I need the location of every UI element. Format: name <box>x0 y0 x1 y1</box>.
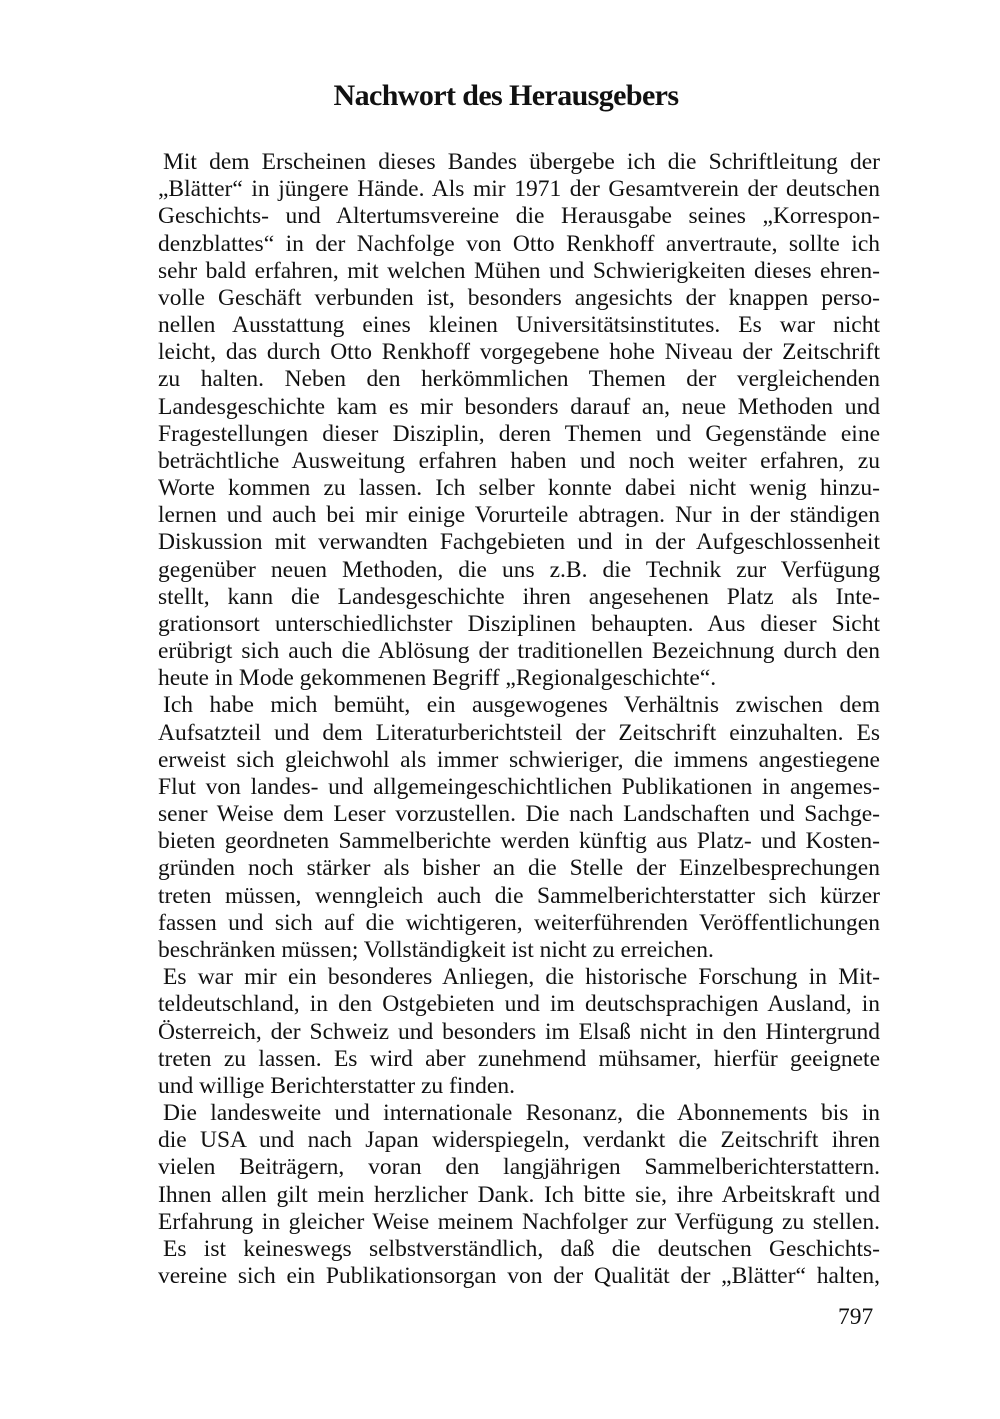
text-line: volle Geschäft verbunden ist, besonders angesichts der knappen perso- <box>158 284 880 311</box>
text-line: Flut von landes- und allgemeingeschichtlichen Publikationen in angemes- <box>158 773 880 800</box>
text-line: und willige Berichterstatter zu finden. <box>158 1072 515 1099</box>
text-line: Worte kommen zu lassen. Ich selber konnte dabei nicht wenig hinzu- <box>158 475 880 502</box>
text-line: treten zu lassen. Es wird aber zunehmend mühsamer, hierfür geeignete <box>158 1045 880 1072</box>
text-line: Ihnen allen gilt mein herzlicher Dank. Ich bitte sie, ihre Arbeitskraft und <box>158 1181 880 1208</box>
text-line: Geschichts- und Altertumsvereine die Herausgabe seines „Korrespon- <box>158 203 880 230</box>
text-line: sehr bald erfahren, mit welchen Mühen und Schwierigkeiten dieses ehren- <box>158 257 880 284</box>
text-line: gegenüber neuen Methoden, die uns z.B. die Technik zur Verfügung <box>158 556 880 583</box>
text-line: Mit dem Erscheinen dieses Bandes übergebe ich die Schriftleitung der <box>163 149 880 175</box>
text-line: nellen Ausstattung eines kleinen Universitätsinstitutes. Es war nicht <box>158 312 880 339</box>
page-title: Nachwort des Herausgebers <box>333 79 679 112</box>
page-number: 797 <box>838 1304 874 1330</box>
text-line: Diskussion mit verwandten Fachgebieten und in der Aufgeschlossenheit <box>158 529 880 556</box>
text-line: Aufsatzteil und dem Literaturberichtsteil der Zeitschrift einzuhalten. Es <box>158 719 880 746</box>
text-line: gründen noch stärker als bisher an die Stelle der Einzelbesprechungen <box>158 855 880 882</box>
text-line: bieten geordneten Sammelberichte werden künftig aus Platz- und Kosten- <box>158 828 880 855</box>
text-line: Es ist keineswegs selbstverständlich, daß die deutschen Geschichts- <box>163 1235 880 1262</box>
body-text <box>158 149 880 1290</box>
text-line: heute in Mode gekommenen Begriff „Regionalgeschichte“. <box>158 665 717 692</box>
text-line: leicht, das durch Otto Renkhoff vorgegebene hohe Niveau der Zeitschrift <box>158 339 880 366</box>
text-line: lernen und auch bei mir einige Vorurteile abtragen. Nur in der ständigen <box>158 502 880 529</box>
text-line: Landesgeschichte kam es mir besonders darauf an, neue Methoden und <box>158 393 880 420</box>
text-line: Ich habe mich bemüht, ein ausgewogenes Verhältnis zwischen dem <box>163 692 880 719</box>
text-line: beträchtliche Ausweitung erfahren haben und noch weiter erfahren, zu <box>158 447 880 474</box>
text-line: Es war mir ein besonderes Anliegen, die historische Forschung in Mit- <box>163 964 880 991</box>
text-line: zu halten. Neben den herkömmlichen Themen der vergleichenden <box>158 366 880 393</box>
text-line: erweist sich gleichwohl als immer schwieriger, die immens angestiegene <box>158 746 880 773</box>
text-line: Erfahrung in gleicher Weise meinem Nachfolger zur Verfügung zu stellen. <box>158 1208 880 1235</box>
text-line: denzblattes“ in der Nachfolge von Otto Renkhoff anvertraute, sollte ich <box>158 230 880 257</box>
text-line: die USA und nach Japan widerspiegeln, verdankt die Zeitschrift ihren <box>158 1127 880 1154</box>
text-line: vielen Beiträgern, voran den langjährigen Sammelberichterstattern. <box>158 1154 880 1181</box>
text-line: fassen und sich auf die wichtigeren, weiterführenden Veröffentlichungen <box>158 909 880 936</box>
text-line: beschränken müssen; Vollständigkeit ist nicht zu erreichen. <box>158 936 714 963</box>
text-line: sener Weise dem Leser vorzustellen. Die nach Landschaften und Sachge- <box>158 801 880 828</box>
text-line: „Blätter“ in jüngere Hände. Als mir 1971 der Gesamtverein der deutschen <box>158 176 880 203</box>
text-line: vereine sich ein Publikationsorgan von der Qualität der „Blätter“ halten, <box>158 1263 880 1290</box>
text-line: Österreich, der Schweiz und besonders im Elsaß nicht in den Hintergrund <box>158 1018 880 1045</box>
text-line: Fragestellungen dieser Disziplin, deren Themen und Gegenstände eine <box>158 420 880 447</box>
text-line: treten müssen, wenngleich auch die Sammelberichterstatter sich kürzer <box>158 882 880 909</box>
text-line: Die landesweite und internationale Resonanz, die Abonnements bis in <box>163 1100 880 1127</box>
text-line: stellt, kann die Landesgeschichte ihren angesehenen Platz als Inte- <box>158 583 880 610</box>
text-line: erübrigt sich auch die Ablösung der traditionellen Bezeichnung durch den <box>158 638 880 665</box>
text-line: teldeutschland, in den Ostgebieten und im deutschsprachigen Ausland, in <box>158 991 880 1018</box>
text-line: grationsort unterschiedlichster Disziplinen behaupten. Aus dieser Sicht <box>158 610 880 637</box>
